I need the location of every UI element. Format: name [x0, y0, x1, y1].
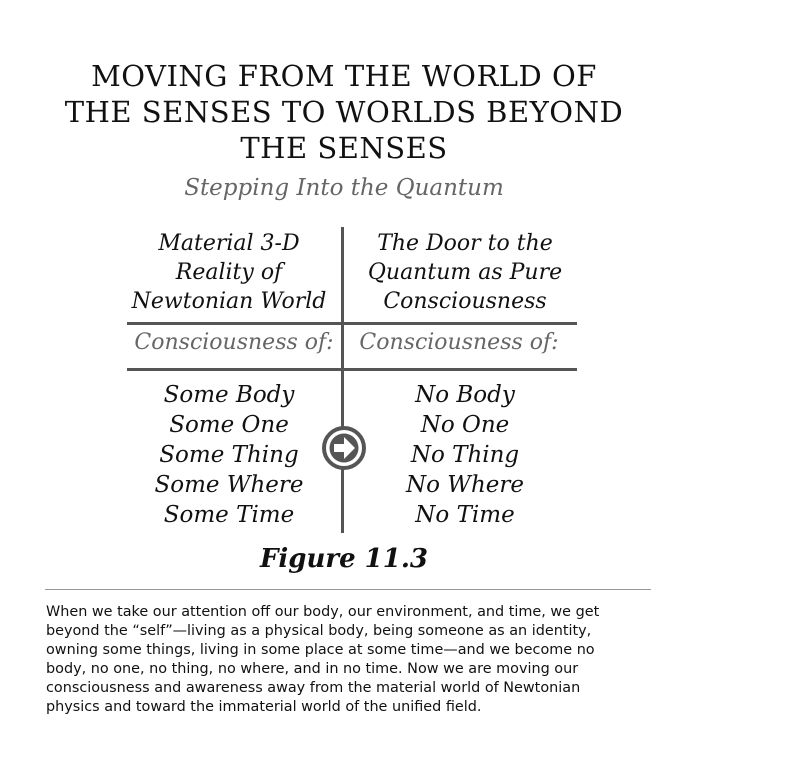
left-column-header	[122, 229, 336, 316]
title-line: THE SENSES TO WORLDS BEYOND	[64, 95, 624, 129]
diagram-title	[40, 58, 648, 166]
caption-line: physics and toward the immaterial world of the unified field.	[46, 699, 482, 715]
caption-line: beyond the “self”—living as a physical body, being someone as an identity,	[46, 623, 592, 639]
figure-label: Figure 11.3	[259, 544, 429, 574]
diagram-subtitle: Stepping Into the Quantum	[184, 175, 504, 201]
list-item: Some Thing	[159, 442, 299, 468]
header-line: Consciousness	[383, 289, 547, 314]
title-line: MOVING FROM THE WORLD OF	[91, 59, 597, 93]
right-subheader: Consciousness of:	[359, 330, 559, 355]
list-item: No Thing	[410, 442, 520, 468]
right-arrow-circle-icon	[322, 426, 366, 470]
list-item: No Time	[415, 502, 515, 528]
caption-line: consciousness and awareness away from the material world of Newtonian	[46, 680, 581, 696]
header-line: Reality of	[175, 260, 283, 285]
list-item: Some Time	[163, 502, 295, 528]
list-item: No One	[420, 412, 510, 438]
caption-rule	[45, 589, 651, 590]
list-item: Some Body	[163, 382, 295, 408]
header-line: The Door to the	[377, 231, 553, 256]
list-item: No Where	[406, 472, 524, 498]
title-line: THE SENSES	[240, 131, 448, 165]
right-column-header	[352, 229, 578, 316]
caption-line: owning some things, living in some place at some time—and we become no	[46, 642, 595, 658]
header-line: Quantum as Pure	[367, 260, 563, 285]
list-item: No Body	[415, 382, 515, 408]
horizontal-divider-bottom	[127, 368, 577, 371]
caption-line: When we take our attention off our body, our environment, and time, we get	[46, 604, 600, 620]
horizontal-divider-top	[127, 322, 577, 325]
vertical-divider	[341, 227, 344, 533]
header-line: Material 3-D	[158, 231, 300, 256]
right-item-list	[352, 380, 578, 530]
header-line: Newtonian World	[131, 289, 327, 314]
figure-caption	[46, 603, 666, 717]
caption-line: body, no one, no thing, no where, and in no time. Now we are moving our	[46, 661, 579, 677]
left-subheader: Consciousness of:	[134, 330, 334, 355]
list-item: Some Where	[154, 472, 304, 498]
list-item: Some One	[169, 412, 289, 438]
left-item-list	[122, 380, 336, 530]
